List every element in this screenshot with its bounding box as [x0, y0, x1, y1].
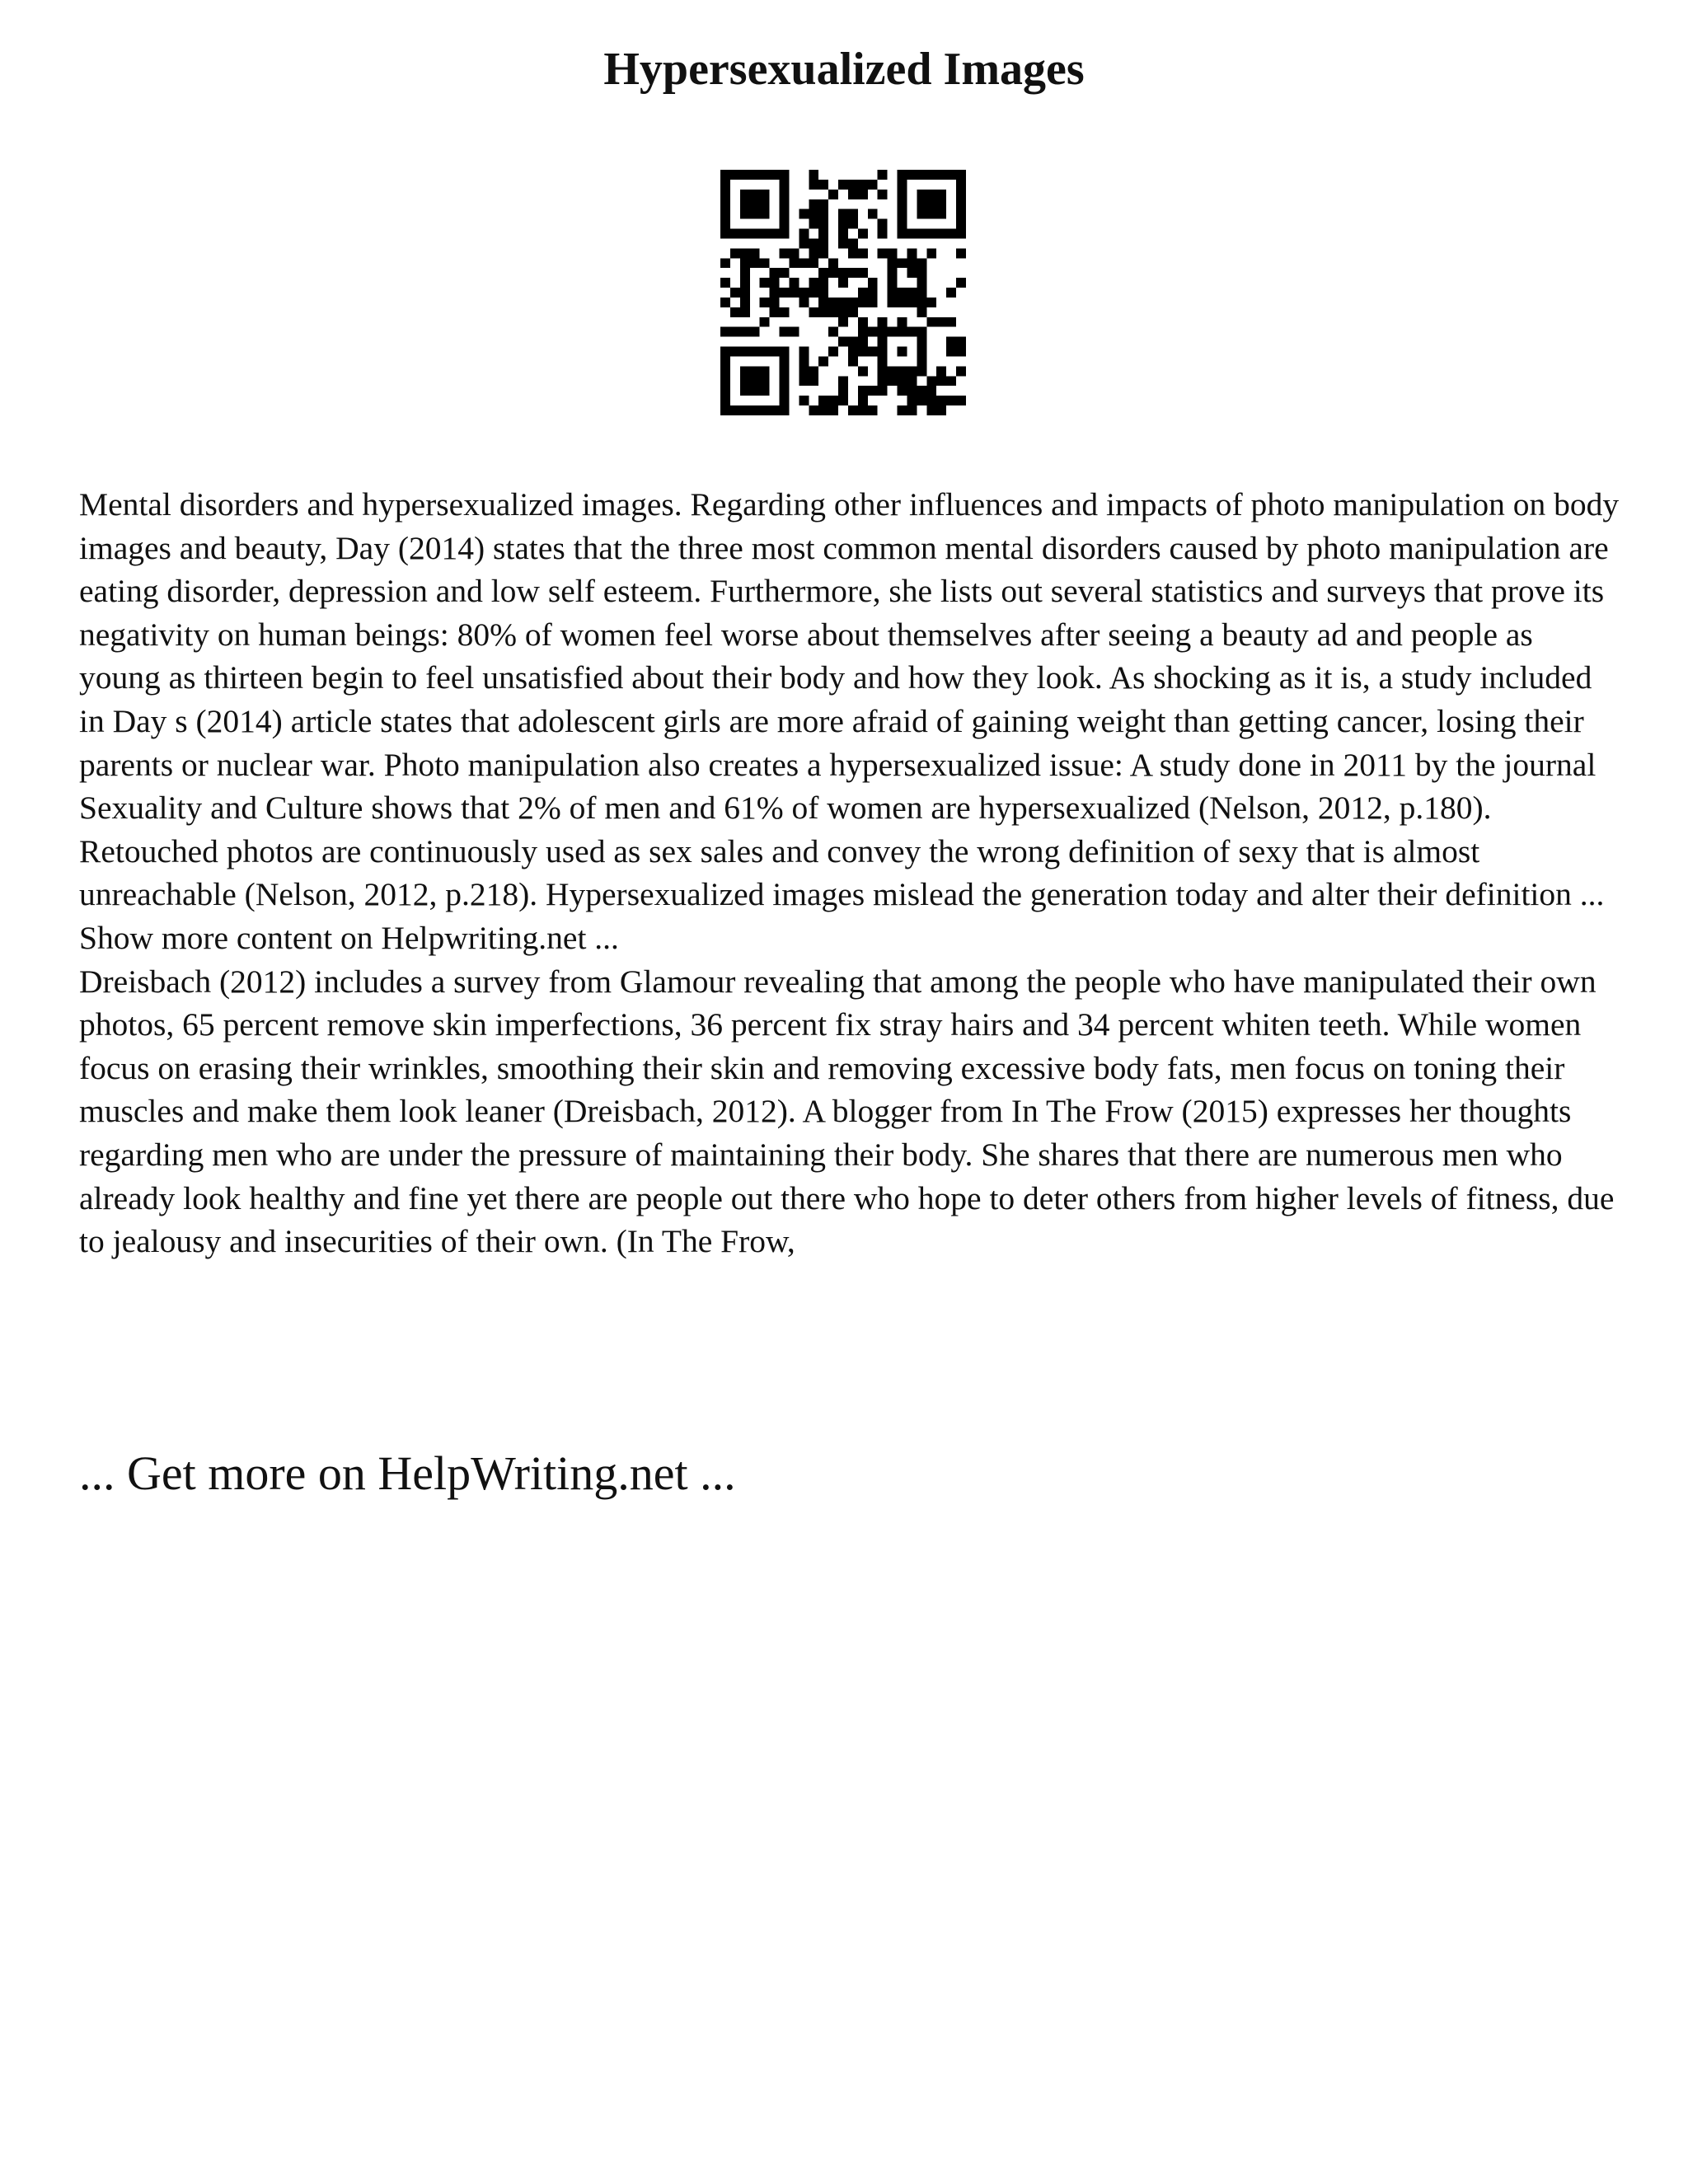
paragraph: Dreisbach (2012) includes a survey from Glamour revealing that among the people who have manipulated their own photos, 65 percent remove skin imperfections, 36 percent fix stray hairs and 34 percent whiten teeth. While women focus on erasing their wrinkles, smoothing their skin and removing excessive body fats, men focus on toning their muscles and make them look leaner (Dreisbach, 2012). A blogger from In The Frow (2015) expresses her thoughts regarding men who are under the pressure of maintaining their body. She shares that there are numerous men who already look healthy and fine yet there are people out there who hope to deter others from higher levels of fitness, due to jealousy and insecurities of their own. (In The Frow,: [79, 963, 1615, 1260]
page-title: Hypersexualized Images: [603, 44, 1085, 95]
get-more-link[interactable]: ... Get more on HelpWriting.net ...: [79, 1446, 736, 1500]
article-body: [79, 483, 1620, 1263]
qr-code-image: [720, 170, 966, 415]
paragraph: Mental disorders and hypersexualized images. Regarding other influences and impacts of photo manipulation on body images and beauty, Day (2014) states that the three most common mental disorders caused by photo manipulation are eating disorder, depression and low self esteem. Furthermore, she lists out several statistics and surveys that prove its negativity on human beings: 80% of women feel worse about themselves after seeing a beauty ad and people as young as thirteen begin to feel unsatisfied about their body and how they look. As shocking as it is, a study included in Day s (2014) article states that adolescent girls are more afraid of gaining weight than getting cancer, losing their parents or nuclear war. Photo manipulation also creates a hypersexualized issue: A study done in 2011 by the journal Sexuality and Culture shows that 2% of men and 61% of women are hypersexualized (Nelson, 2012, p.180). Retouched photos are continuously used as sex sales and convey the wrong definition of sexy that is almost unreachable (Nelson, 2012, p.218). Hypersexualized images mislead the generation today and alter their definition ... Show more content on Helpwriting.net ...: [79, 486, 1620, 956]
qr-code-graphic: [720, 170, 966, 415]
